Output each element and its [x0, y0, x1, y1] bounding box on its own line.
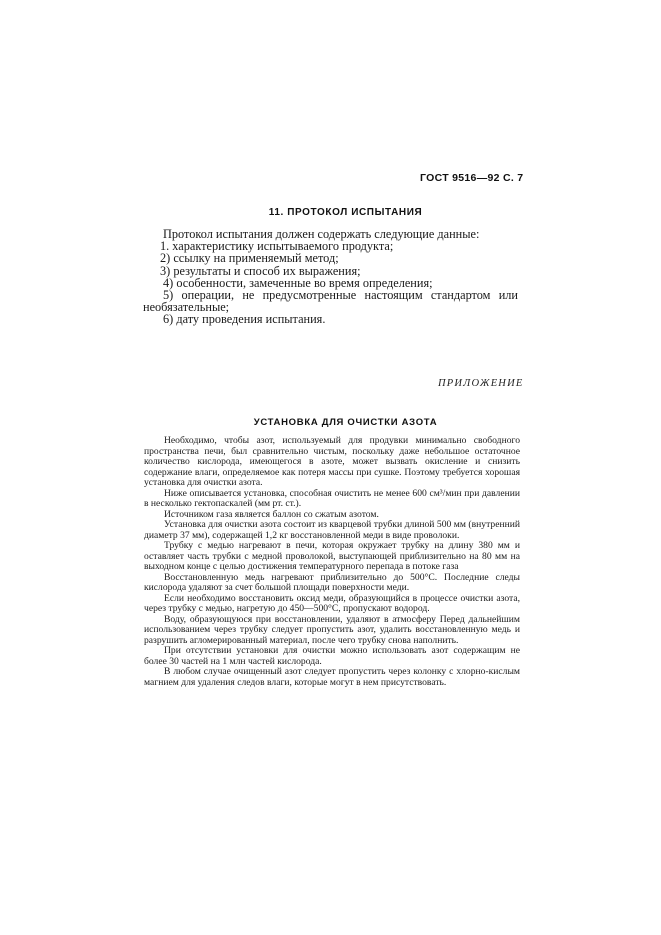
appendix-paragraph: Если необходимо восстановить оксид меди, образующийся в процессе очистки азота, через трубку с медью, нагретую до 450—500°С, пропускают водород.: [144, 592, 520, 614]
section-title: 11. ПРОТОКОЛ ИСПЫТАНИЯ: [268, 207, 423, 218]
running-header: ГОСТ 9516—92 С. 7: [420, 172, 524, 184]
appendix-paragraph: Необходимо, чтобы азот, используемый для продувки минимально свободного пространства печи, был сравнительно чистым, поскольку даже небольшое остаточное количество кислорода, имеющегося в азоте, может вызвать окисление и снизить содержание влаги, определяемое как потеря массы при сушке. Поэтому требуется хорошая установка для очистки азота.: [144, 435, 520, 488]
protocol-item-1: 1. характеристику испытываемого продукта;: [160, 239, 394, 254]
protocol-item-3: 3) результаты и способ их выражения;: [160, 263, 361, 278]
protocol-item-6: 6) дату проведения испытания.: [163, 312, 326, 327]
protocol-item-5: 5) операции, не предусмотренные настоящим стандартом или: [163, 288, 518, 303]
appendix-paragraph: Трубку с медью нагревают в печи, которая окружает трубку на длину 380 мм и оставляет часть трубки с медной проволокой, выступающей приблизительно на 80 мм на выходном конце с целью достижения температурного перепада в потоке газа: [144, 540, 520, 572]
appendix-paragraph: Воду, образующуюся при восстановлении, удаляют в атмосферу Перед дальнейшим использованием через трубку следует пропустить азот, удалить восстановленную медь и разрушить агломерированный материал, после чего трубку снова наполнить.: [144, 613, 520, 646]
protocol-item-4: 4) особенности, замеченные во время определения;: [163, 275, 433, 290]
appendix-paragraph: Установка для очистки азота состоит из кварцевой трубки длиной 500 мм (внутренний диаметр 37 мм), содержащей 1,2 кг восстановленной меди в виде проволоки.: [144, 519, 520, 541]
protocol-section-body: [143, 228, 518, 326]
appendix-paragraph: В любом случае очищенный азот следует пропустить через колонку с хлорно-кислым магнием для удаления следов влаги, которые могут в нем присутствовать.: [144, 666, 520, 688]
protocol-item-5-cont: необязательные;: [143, 300, 230, 315]
appendix-paragraph: Источником газа является баллон со сжатым азотом.: [164, 508, 379, 520]
appendix-body: [144, 436, 520, 688]
appendix-label: ПРИЛОЖЕНИЕ: [438, 378, 524, 389]
appendix-paragraph: Ниже описывается установка, способная очистить не менее 600 см³/мин при давлении в несколько гектопаскалей (мм рт. ст.).: [144, 487, 520, 509]
protocol-intro: Протокол испытания должен содержать следующие данные:: [163, 227, 480, 241]
protocol-item-2: 2) ссылку на применяемый метод;: [160, 251, 339, 266]
appendix-paragraph: Восстановленную медь нагревают приблизительно до 500°С. Последние следы кислорода удаляют за счет большой площади поверхности меди.: [144, 571, 520, 593]
appendix-paragraph: При отсутствии установки для очистки можно использовать азот содержащим не более 30 частей на 1 млн частей кислорода.: [144, 645, 520, 667]
appendix-title: УСТАНОВКА ДЛЯ ОЧИСТКИ АЗОТА: [253, 417, 438, 428]
